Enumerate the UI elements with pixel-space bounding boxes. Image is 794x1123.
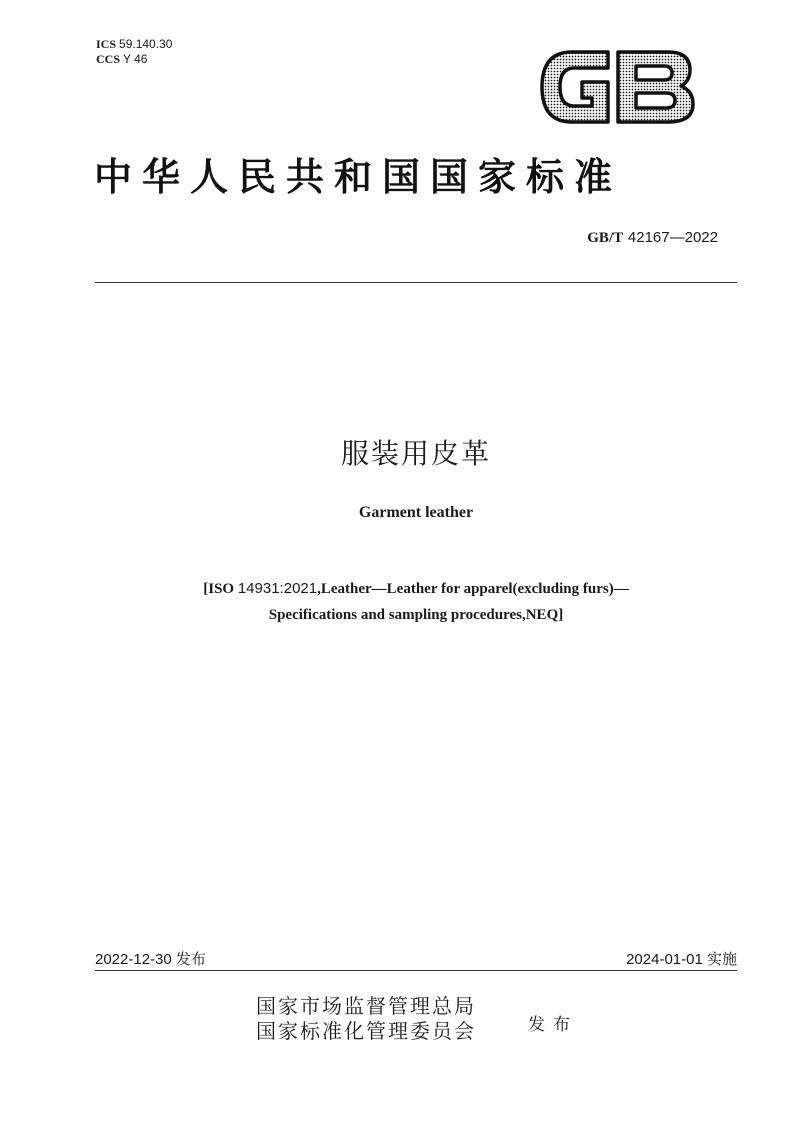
standard-number [587,228,718,247]
ccs-code [96,52,172,67]
iso-reference: 14931:2021 [237,580,318,597]
ics-code [96,37,172,52]
ics-label: ICS [96,37,117,51]
implementation-date: 2024-01-01 实施 [626,951,737,968]
title-english: Garment leather [358,504,474,521]
international-equivalence [0,576,794,628]
gb-logo [538,46,696,128]
standard-code: 42167—2022 [627,229,718,246]
ccs-value: Y 46 [123,52,148,66]
bottom-divider [95,970,737,971]
equivalence-open: [ISO [203,581,238,597]
national-standard-title: 中华人民共和国国家标准 [94,155,623,199]
ics-value: 59.140.30 [119,37,173,51]
classification-codes [96,37,172,67]
title-chinese: 服装用皮革 [340,437,491,470]
equivalence-title: ,Leather—Leather for apparel(excluding furs)— [317,581,629,597]
publish-action: 发布 [528,1015,578,1035]
top-divider [95,282,737,283]
publishers [256,994,476,1044]
publisher-sac: 国家标准化管理委员会 [256,1019,476,1043]
issue-date: 2022-12-30 发布 [95,951,206,968]
ccs-label: CCS [96,52,121,66]
equivalence-line-1 [0,576,794,602]
publisher-samr: 国家市场监督管理总局 [256,994,476,1018]
equivalence-line-2: Specifications and sampling procedures,NEQ] [268,607,564,623]
standard-prefix: GB/T [587,230,624,246]
